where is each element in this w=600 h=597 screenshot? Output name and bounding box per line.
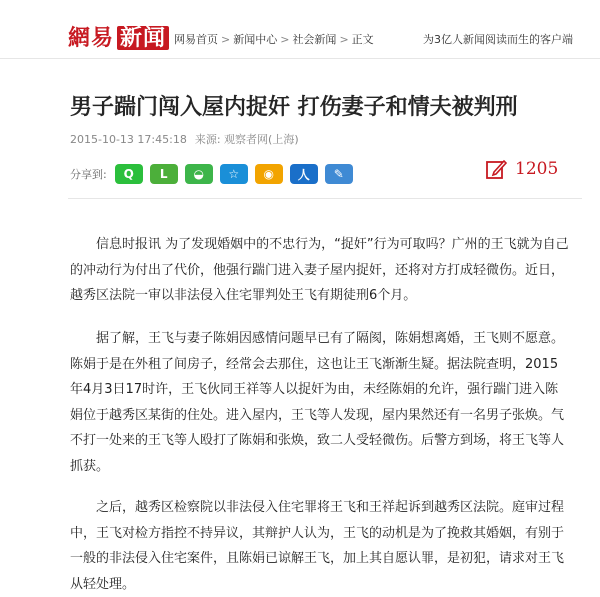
wechat-icon[interactable]: ◒ [185,164,213,184]
share-buttons [115,164,360,184]
breadcrumb-home[interactable]: 网易首页 [174,33,218,46]
share-bar [70,162,360,186]
breadcrumb-separator: > [280,33,290,46]
article-source: 来源: 观察者网(上海) [194,133,299,146]
breadcrumb-current: 正文 [351,33,374,46]
article-title: 男子踹门闯入屋内捉奸 打伤妻子和情夫被判刑 [70,94,518,120]
app-slogan-link[interactable]: 为3亿人新闻阅读而生的客户端 [423,33,573,46]
weibo-icon[interactable]: ◉ [255,164,283,184]
breadcrumb-news-center[interactable]: 新闻中心 [233,33,278,46]
comment-link[interactable] [485,158,558,180]
share-label: 分享到: [70,168,107,181]
article-paragraph: 据了解，王飞与妻子陈娟因感情问题早已有了隔阂，陈娟想离婚，王飞则不愿意。陈娟于是在外租了间房子，经常会去那住，这也让王飞渐渐生疑。据法院查明，2015年4月3日17时许，王飞伙同王祥等人以捉奸为由，未经陈娟的允许，强行踹门进入陈娟位于越秀区某街的住处。进入屋内，王飞等人发现，屋内果然还有一名男子张焕。气不打一处来的王飞等人殴打了陈娟和张焕，致二人受轻微伤。后警方到场，将王飞等人抓获。 [70,331,565,474]
publish-datetime: 2015-10-13 17:45:18 [70,133,187,146]
top-bar [0,0,600,59]
note-icon[interactable]: ✎ [325,164,353,184]
breadcrumb-separator: > [221,33,231,46]
comment-edit-icon [485,158,507,180]
laiwang-icon[interactable]: L [150,164,178,184]
netease-news-logo[interactable] [68,26,169,50]
breadcrumb-separator: > [339,33,349,46]
article-meta [70,133,299,147]
breadcrumb [174,33,374,47]
comment-count: 1205 [515,159,559,179]
logo-main-text: 網易 [68,25,115,51]
qzone-icon[interactable]: Q [115,164,143,184]
article-paragraph: 之后，越秀区检察院以非法侵入住宅罪将王飞和王祥起诉到越秀区法院。庭审过程中，王飞对检方指控不持异议，其辩护人认为，王飞的动机是为了挽救其婚姻，有别于一般的非法侵入住宅案件，且陈娟已谅解王飞，加上其自愿认罪，是初犯，请求对王飞从轻处理。 [70,500,565,592]
star-icon[interactable]: ☆ [220,164,248,184]
breadcrumb-social-news[interactable]: 社会新闻 [292,33,337,46]
logo-news-text: 新闻 [117,26,169,50]
renren-icon[interactable]: 人 [290,164,318,184]
article-paragraph: 信息时报讯 为了发现婚姻中的不忠行为，“捉奸”行为可取吗？广州的王飞就为自己的冲动行为付出了代价，他强行踹门进入妻子屋内捉奸，还将对方打成轻微伤。近日，越秀区法院一审以非法侵入住宅罪判处王飞有期徒刑6个月。 [70,237,569,303]
divider [68,198,582,199]
